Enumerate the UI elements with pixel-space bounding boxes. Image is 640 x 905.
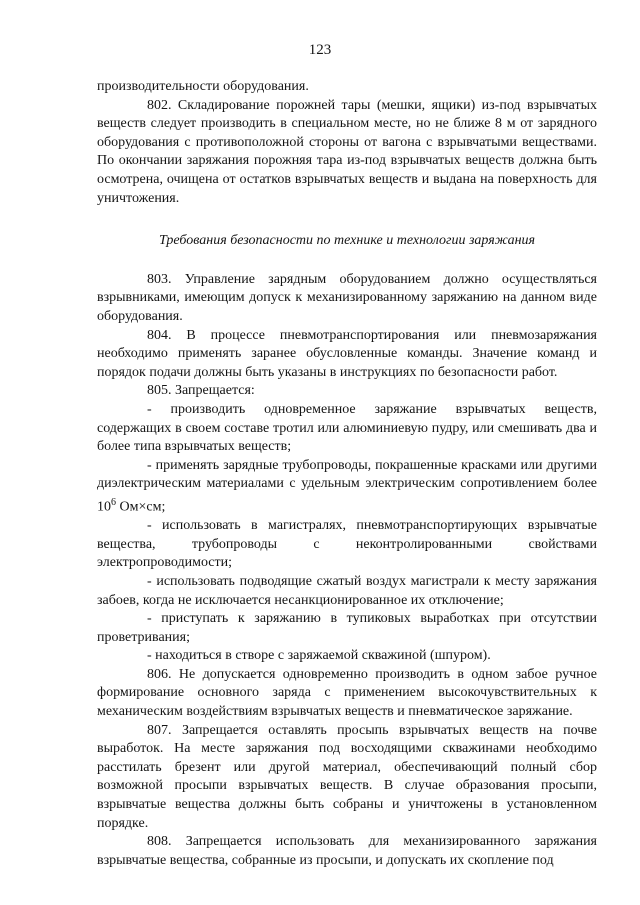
page-body — [97, 78, 597, 870]
paragraph-802: 802. Складирование порожней тары (мешки, ящики) из-под взрывчатых веществ следует производить в специальном месте, но не ближе 8 м от зарядного оборудования с противоположной стороны от вагона с взрывчатыми веществами. По окончании заряжания порожняя тара из-под взрывчатых веществ должна быть осмотрена, очищена от остатков взрывчатых веществ и выдана на поверхность для уничтожения. — [97, 97, 597, 206]
list-item-6: - находиться в створе с заряжаемой скважиной (шпуром). — [147, 648, 491, 664]
section-heading: Требования безопасности по технике и технологии заряжания — [158, 233, 536, 249]
paragraph-808: 808. Запрещается использовать для механизированного заряжания взрывчатые вещества, собранные из просыпи, и допускать их скопление под — [97, 834, 597, 868]
list-item-5: - приступать к заряжанию в тупиковых выработках при отсутствии проветривания; — [97, 611, 597, 645]
paragraph-803: 803. Управление зарядным оборудованием должно осуществляться взрывниками, имеющим допуск к механизированному заряжанию на данном виде оборудования. — [97, 271, 597, 324]
list-item-3: - использовать в магистралях, пневмотранспортирующих взрывчатые вещества, трубопроводы с неконтролированными свойствами электропроводимости; — [97, 518, 597, 571]
paragraph-continuation: производительности оборудования. — [97, 79, 309, 94]
resistance-unit: Ом×см; — [116, 499, 166, 515]
paragraph-807: 807. Запрещается оставлять просыпь взрывчатых веществ на почве выработок. На месте заряжания под восходящими скважинами необходимо расстилать брезент или другой материал, обеспечивающий полный сбор возможной просыпи взрывчатых веществ. В случае образования просыпи, взрывчатые вещества должны быть собраны и уничтожены в установленном порядке. — [97, 722, 597, 831]
list-item-1: - производить одновременное заряжание взрывчатых веществ, содержащих в своем составе тротил или алюминиевую пудру, или смешивать два и более типа взрывчатых веществ; — [97, 401, 597, 455]
list-item-4: - использовать подводящие сжатый воздух магистрали к месту заряжания забоев, когда не исключается несанкционированное их отключение; — [97, 573, 597, 608]
paragraph-806: 806. Не допускается одновременно производить в одном забое ручное формирование основного заряда с применением высокочувствительных к механическим воздействиям взрывчатых веществ и пневматическое заряжание. — [97, 666, 597, 720]
paragraph-804: 804. В процессе пневмотранспортирования или пневмозаряжания необходимо применять заранее обусловленные команды. Значение команд и порядок подачи должны быть указаны в инструкциях по безопасности работ. — [97, 327, 597, 380]
page-number: 123 — [308, 42, 332, 58]
list-item-2-text: - применять зарядные трубопроводы, покрашенные красками или другими диэлектрическим материалами с удельным электрическим сопротивлением более — [97, 457, 597, 492]
paragraph-805: 805. Запрещается: — [147, 383, 255, 399]
resistance-base: 10 — [97, 499, 111, 515]
list-item-2 — [97, 457, 597, 517]
resistance-exponent: 6 — [111, 496, 116, 508]
